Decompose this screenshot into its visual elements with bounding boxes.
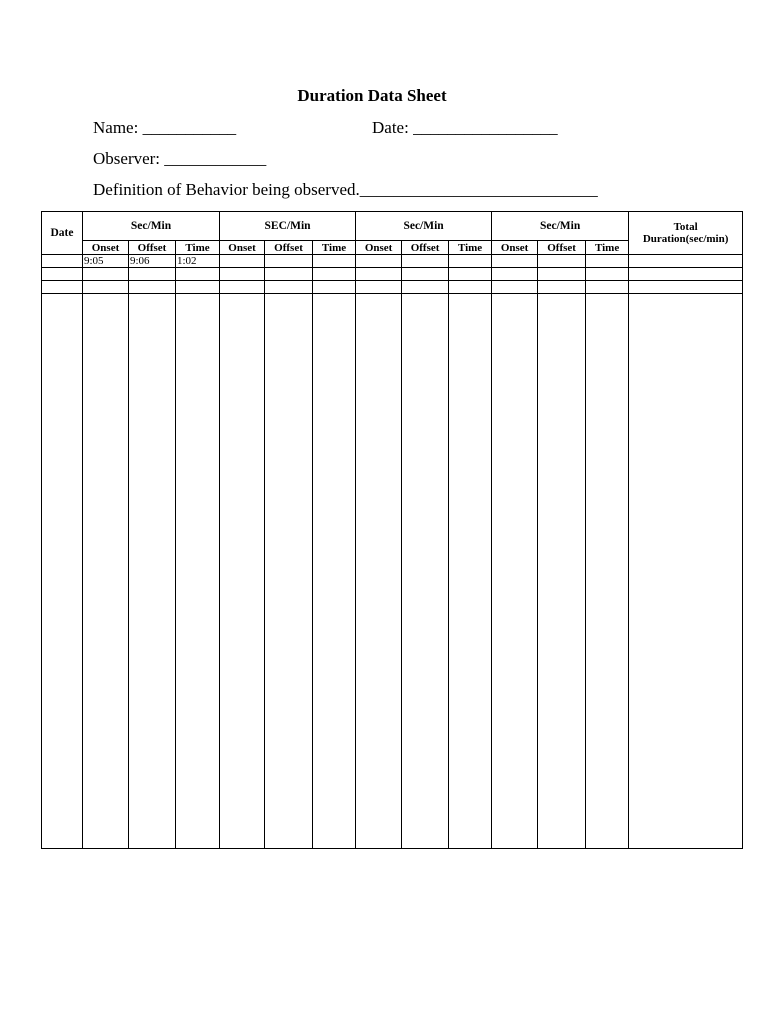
table-cell xyxy=(402,268,449,281)
table-cell xyxy=(265,268,313,281)
table-cell xyxy=(402,281,449,294)
table-cell xyxy=(586,268,629,281)
table-cell xyxy=(356,255,402,268)
table-cell xyxy=(176,281,220,294)
offset-header: Offset xyxy=(402,241,449,255)
table-cell xyxy=(220,281,265,294)
table-cell xyxy=(176,268,220,281)
table-cell: 9:05 xyxy=(83,255,129,268)
table-cell xyxy=(492,281,538,294)
date-field: Date: _________________ xyxy=(372,118,558,137)
table-cell xyxy=(220,268,265,281)
table-cell xyxy=(265,255,313,268)
group-header: SEC/Min xyxy=(220,212,356,241)
table-cell xyxy=(402,255,449,268)
onset-header: Onset xyxy=(83,241,129,255)
table-cell: 1:02 xyxy=(176,255,220,268)
table-cell xyxy=(538,255,586,268)
behavior-definition-field: Definition of Behavior being observed.____________________________ xyxy=(93,180,598,199)
observer-field: Observer: ____________ xyxy=(93,149,267,168)
table-cell xyxy=(449,281,492,294)
table-cell xyxy=(220,255,265,268)
table-cell xyxy=(42,255,83,268)
table-body xyxy=(42,255,743,849)
onset-header: Onset xyxy=(356,241,402,255)
date-header: Date xyxy=(42,212,83,255)
table-cell xyxy=(356,281,402,294)
group-header: Sec/Min xyxy=(83,212,220,241)
table-cell xyxy=(629,268,743,281)
table-cell xyxy=(629,281,743,294)
table-cell xyxy=(492,255,538,268)
table-cell xyxy=(313,268,356,281)
table-cell xyxy=(83,268,129,281)
table-row xyxy=(42,255,743,268)
onset-header: Onset xyxy=(492,241,538,255)
table-row xyxy=(42,294,743,849)
group-header: Sec/Min xyxy=(356,212,492,241)
total-duration-header: Total Duration(sec/min) xyxy=(629,212,743,255)
table-cell xyxy=(586,255,629,268)
table-cell xyxy=(356,268,402,281)
table-cell xyxy=(538,268,586,281)
table-cell xyxy=(313,281,356,294)
table-cell: 9:06 xyxy=(129,255,176,268)
table-cell xyxy=(586,281,629,294)
name-field: Name: ___________ xyxy=(93,118,237,137)
offset-header: Offset xyxy=(538,241,586,255)
duration-table xyxy=(41,211,743,849)
table-cell xyxy=(449,255,492,268)
group-header: Sec/Min xyxy=(492,212,629,241)
table-row xyxy=(42,281,743,294)
time-header: Time xyxy=(313,241,356,255)
table-cell xyxy=(129,281,176,294)
table-cell xyxy=(449,268,492,281)
page-title: Duration Data Sheet xyxy=(297,86,447,105)
group-header-row xyxy=(42,212,743,241)
time-header: Time xyxy=(449,241,492,255)
table-cell xyxy=(129,268,176,281)
time-header: Time xyxy=(586,241,629,255)
table-cell xyxy=(492,268,538,281)
table-cell xyxy=(42,268,83,281)
table-cell xyxy=(538,281,586,294)
table-cell xyxy=(265,281,313,294)
time-header: Time xyxy=(176,241,220,255)
table-cell xyxy=(313,255,356,268)
table-cell xyxy=(42,281,83,294)
table-row xyxy=(42,268,743,281)
offset-header: Offset xyxy=(129,241,176,255)
table-cell xyxy=(83,281,129,294)
table-cell xyxy=(629,255,743,268)
onset-header: Onset xyxy=(220,241,265,255)
offset-header: Offset xyxy=(265,241,313,255)
